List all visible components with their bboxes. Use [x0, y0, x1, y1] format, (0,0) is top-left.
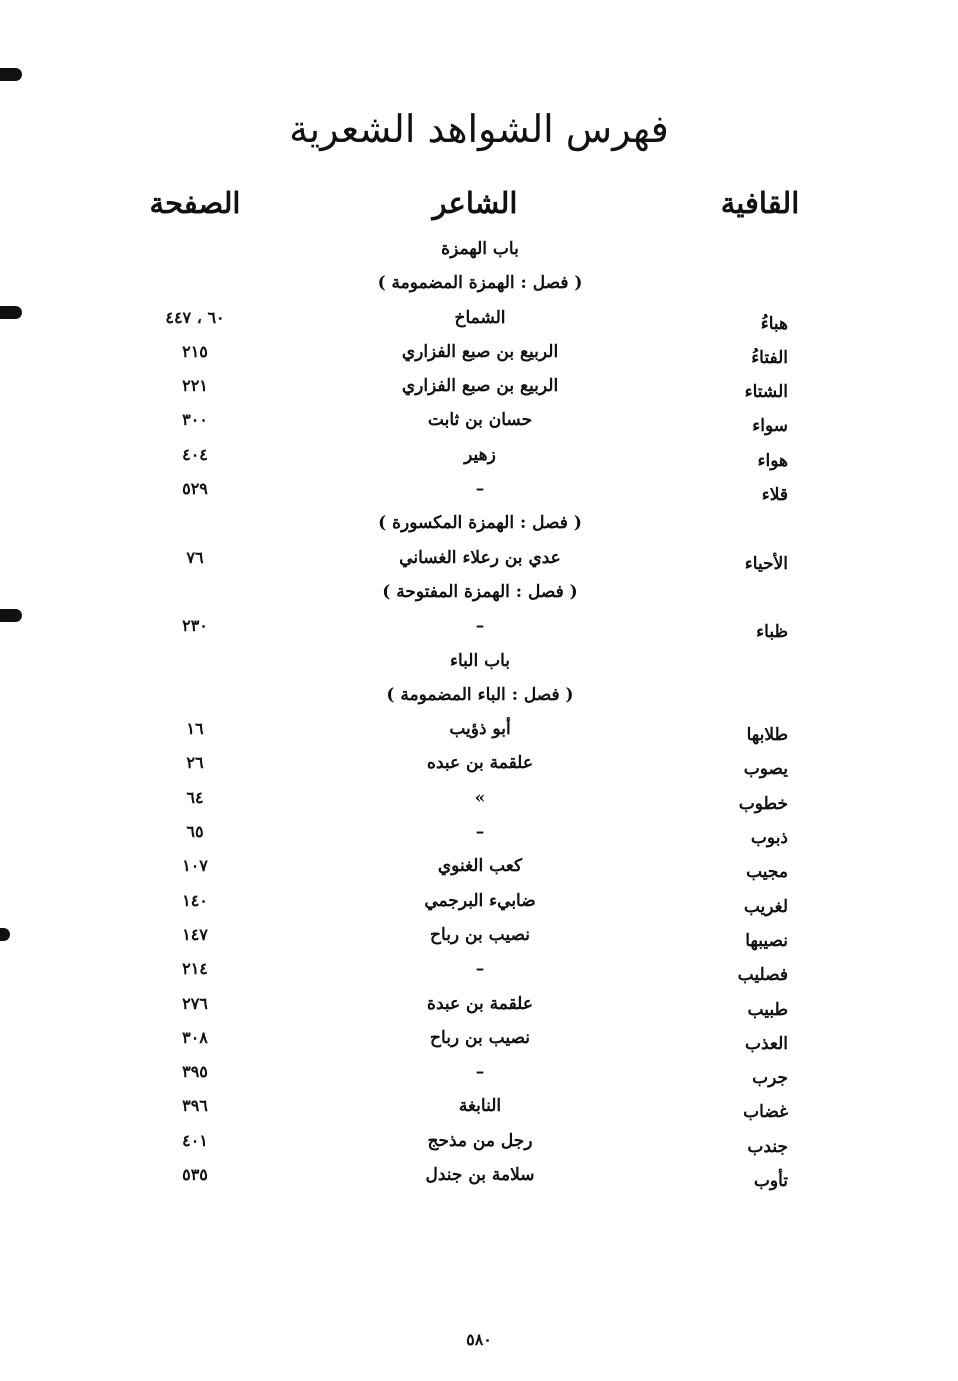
table-row	[0, 472, 958, 506]
table-row	[0, 918, 958, 952]
poet-cell: زهير	[464, 444, 496, 465]
rhyme-cell: لغريب	[743, 896, 788, 917]
rhyme-cell: غضاب	[743, 1102, 788, 1123]
poet-cell: حسان بن ثابت	[427, 410, 533, 431]
rhyme-cell: مجيب	[746, 862, 788, 883]
poet-cell: النابغة	[458, 1096, 502, 1117]
page-cell: ٤٠٤	[182, 444, 208, 464]
table-row	[0, 335, 958, 369]
table-row	[0, 1089, 958, 1123]
poet-cell: –	[475, 959, 485, 980]
poet-cell: ( فصل : الهمزة المفتوحة )	[382, 581, 578, 602]
column-header-rhyme: القافية	[720, 186, 800, 220]
page-cell: ٣٩٦	[182, 1096, 208, 1116]
page-cell: ٢٧٦	[182, 993, 208, 1013]
table-row	[0, 781, 958, 815]
poet-cell: الربيع بن صبع الفزاري	[401, 341, 559, 362]
table-row	[0, 301, 958, 335]
poet-cell: ( فصل : الباء المضمومة )	[386, 684, 574, 705]
poet-cell: نصيب بن رباح	[430, 1027, 530, 1048]
poet-cell: ( فصل : الهمزة المكسورة )	[378, 513, 582, 534]
rhyme-cell: فصليب	[737, 965, 788, 986]
poet-cell: أبو ذؤيب	[449, 719, 511, 740]
rhyme-cell: سواء	[752, 416, 788, 437]
table-row	[0, 369, 958, 403]
column-header-poet: الشاعر	[432, 186, 518, 220]
table-row	[0, 1158, 958, 1192]
page-cell: ٣٠٨	[182, 1027, 208, 1047]
page-cell: ١٦	[186, 719, 204, 739]
rhyme-cell: نصيبها	[745, 930, 788, 951]
index-table	[0, 232, 958, 1192]
rhyme-cell: طبيب	[747, 999, 788, 1020]
table-row	[0, 849, 958, 883]
table-row	[0, 1055, 958, 1089]
table-row	[0, 1021, 958, 1055]
poet-cell: رجل من مذحج	[427, 1130, 533, 1151]
table-row	[0, 952, 958, 986]
poet-cell: كعب الغنوي	[437, 856, 523, 877]
page-cell: ١٤٠	[182, 890, 208, 910]
column-header-page: الصفحة	[149, 186, 241, 220]
poet-cell: نصيب بن رباح	[430, 924, 530, 945]
table-row	[0, 884, 958, 918]
punch-mark	[0, 68, 22, 81]
rhyme-cell: خطوب	[738, 793, 788, 814]
poet-cell: الشماخ	[454, 307, 506, 328]
poet-cell: علقمة بن عبدة	[427, 993, 533, 1014]
rhyme-cell: الفتاءُ	[751, 347, 788, 368]
poet-cell: »	[474, 787, 486, 808]
poet-cell: الربيع بن صبع الفزاري	[401, 376, 559, 397]
poet-cell: –	[475, 822, 485, 843]
table-row	[0, 266, 958, 300]
rhyme-cell: ذبوب	[750, 828, 788, 849]
page-cell: ٤٠١	[182, 1130, 208, 1150]
rhyme-cell: الشتاء	[744, 382, 788, 403]
poet-cell: عدي بن رعلاء الغساني	[399, 547, 561, 568]
table-row	[0, 438, 958, 472]
rhyme-cell: جرب	[752, 1068, 788, 1089]
poet-cell: –	[475, 479, 485, 500]
table-row	[0, 678, 958, 712]
page-title: فهرس الشواهد الشعرية	[289, 107, 669, 152]
rhyme-cell: هواء	[757, 450, 788, 471]
rhyme-cell: جندب	[747, 1136, 788, 1157]
poet-cell: سلامة بن جندل	[425, 1165, 535, 1186]
table-row	[0, 1124, 958, 1158]
poet-cell: –	[475, 616, 485, 637]
poet-cell: باب الهمزة	[441, 239, 519, 259]
table-row	[0, 712, 958, 746]
page-cell: ٢١٤	[182, 959, 208, 979]
poet-cell: باب الباء	[449, 650, 511, 671]
rhyme-cell: طلابها	[746, 725, 788, 746]
table-row	[0, 609, 958, 643]
table-row	[0, 644, 958, 678]
page-cell: ٧٦	[186, 547, 204, 567]
page-cell: ٥٣٥	[182, 1165, 208, 1185]
page-cell: ١٤٧	[182, 924, 208, 944]
page-cell: ١٠٧	[182, 856, 208, 876]
page-cell: ٢١٥	[182, 341, 208, 361]
page-cell: ٢٢١	[182, 376, 208, 396]
poet-cell: –	[475, 1062, 485, 1083]
table-row	[0, 746, 958, 780]
table-row	[0, 987, 958, 1021]
rhyme-cell: الأحياء	[744, 553, 788, 574]
rhyme-cell: قلاء	[761, 485, 788, 506]
page-cell: ٦٠ ، ٤٤٧	[165, 307, 225, 327]
rhyme-cell: تأوب	[753, 1171, 788, 1192]
rhyme-cell: العذب	[744, 1033, 788, 1054]
table-row	[0, 232, 958, 266]
page-cell: ٢٦	[186, 753, 204, 773]
table-row	[0, 575, 958, 609]
rhyme-cell: يصوب	[743, 759, 788, 780]
page-cell: ٦٥	[186, 822, 204, 842]
page-cell: ٣٩٥	[182, 1062, 208, 1082]
table-row	[0, 541, 958, 575]
table-row	[0, 506, 958, 540]
page-number: ٥٨٠	[466, 1330, 492, 1349]
page-cell: ٦٤	[186, 787, 204, 807]
page-cell: ٢٣٠	[182, 616, 208, 636]
table-row	[0, 403, 958, 437]
table-row	[0, 815, 958, 849]
page-cell: ٣٠٠	[182, 410, 208, 430]
poet-cell: ( فصل : الهمزة المضمومة )	[377, 273, 583, 294]
rhyme-cell: هباءُ	[760, 313, 788, 334]
poet-cell: ضابيء البرجمي	[424, 890, 536, 911]
page-cell: ٥٢٩	[182, 479, 208, 499]
poet-cell: علقمة بن عبده	[427, 753, 533, 774]
rhyme-cell: ظباء	[756, 622, 788, 643]
